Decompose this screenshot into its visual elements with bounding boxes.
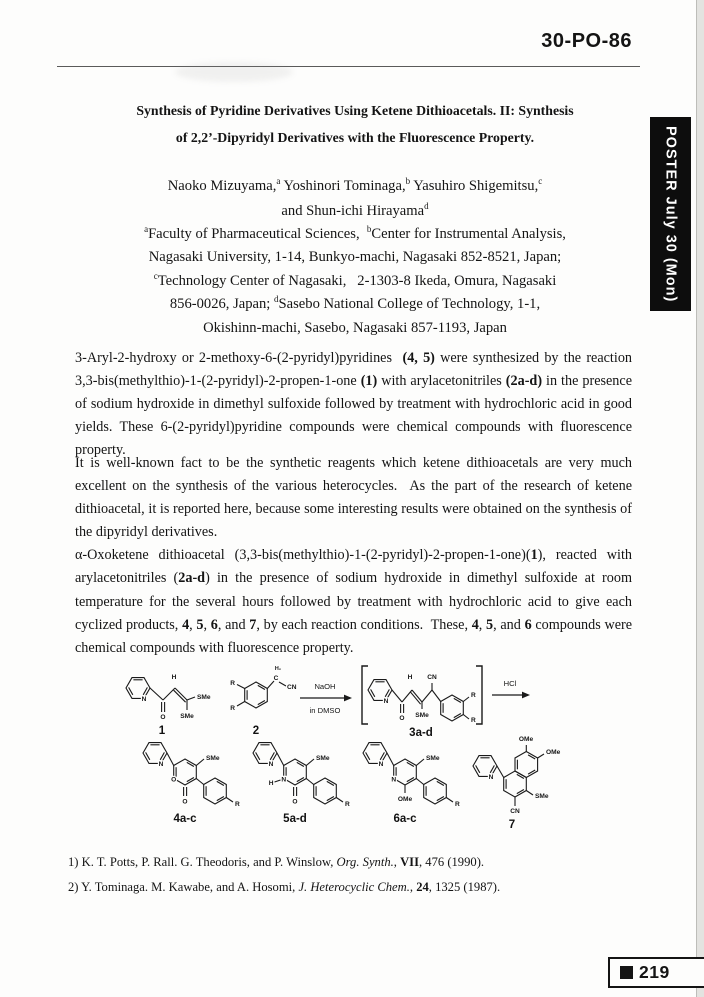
- title-line-2: of 2,2’-Dipyridyl Derivatives with the Fluorescence Property.: [175, 130, 535, 145]
- svg-text:R: R: [230, 705, 235, 712]
- svg-text:SMe: SMe: [316, 755, 330, 762]
- svg-text:N: N: [141, 696, 147, 703]
- poster-code: 30-PO-86: [541, 30, 632, 52]
- body-paragraph-2: α-Oxoketene dithioacetal (3,3-bis(methylthio)-1-(2-pyridyl)-2-propen-1-one)(1), reacted with arylacetonitriles (2a-d) in the presence of sodium hydroxide in dimethyl sulfoxide at room temperature for the several hours followed by treatment with hydrochloric acid to give each cyclized products, 4, 5, 6, and 7, by each reaction conditions. These, 4, 5, and 6 compounds were chemical compounds with fluorescence property.: [75, 547, 633, 656]
- compound-label-5: 5a-d: [283, 813, 307, 825]
- arrow1-reagent: NaOH: [314, 682, 336, 691]
- structure-1: [126, 674, 211, 737]
- svg-text:N: N: [281, 776, 287, 784]
- structure-3a-d: [362, 666, 482, 739]
- page-marker-square: [620, 966, 633, 979]
- svg-text:N: N: [158, 761, 164, 768]
- reference-1: 1) K. T. Potts, P. Rall. G. Theodoris, and P. Winslow, Org. Synth., VII, 476 (1990).: [68, 855, 485, 869]
- svg-text:C: C: [273, 675, 279, 682]
- svg-text:OMe: OMe: [546, 749, 561, 756]
- svg-text:R: R: [345, 801, 350, 808]
- svg-text:R: R: [455, 801, 460, 808]
- svg-text:N: N: [391, 776, 397, 784]
- compound-label-7: 7: [508, 819, 516, 831]
- svg-text:R: R: [471, 692, 476, 699]
- svg-text:N: N: [383, 698, 389, 705]
- compound-label-3: 3a-d: [409, 727, 433, 739]
- authors-line-1: Naoko Mizuyama,$^a$ Yoshinori Tominaga,$^b$ Yasuhiro Shigemitsu,$^c$: [167, 176, 543, 194]
- svg-text:OMe: OMe: [397, 796, 413, 803]
- svg-text:O: O: [399, 715, 405, 722]
- reaction-arrow-1: [300, 682, 352, 715]
- svg-text:CN: CN: [287, 684, 297, 691]
- scan-smudge: [175, 62, 293, 82]
- svg-text:N: N: [488, 774, 494, 781]
- compound-label-1: 1: [158, 725, 166, 737]
- svg-text:SMe: SMe: [426, 755, 440, 762]
- arrow1-solvent: in DMSO: [309, 706, 341, 715]
- structure-6a-c: [363, 743, 460, 825]
- svg-text:CN: CN: [427, 674, 437, 681]
- compound-label-4: 4a-c: [173, 813, 197, 825]
- svg-text:O: O: [292, 798, 298, 806]
- structure-2: [230, 666, 297, 737]
- poster-session-banner: [650, 117, 691, 311]
- svg-text:H₂: H₂: [274, 666, 282, 672]
- reaction-scheme: [60, 650, 700, 850]
- svg-text:SMe: SMe: [197, 694, 211, 701]
- references: [68, 850, 628, 900]
- title-line-1: Synthesis of Pyridine Derivatives Using Ketene Dithioacetals. II: Synthesis: [136, 103, 574, 118]
- svg-text:N: N: [268, 761, 274, 768]
- svg-text:OMe: OMe: [518, 736, 534, 743]
- structure-5a-d: [253, 743, 350, 825]
- svg-text:SMe: SMe: [206, 755, 220, 762]
- arrow2-reagent: HCl: [503, 679, 517, 688]
- body-paragraph-1: It is well-known fact to be the synthetic reagents which ketene dithioacetals are very much excellent on the synthesis of the various heterocycles. As the part of the research of ketene dithioacetal, it is reported here, because some interesting results were obtained on the synthesis of the dipyridyl derivatives.: [75, 455, 632, 541]
- svg-text:SMe: SMe: [180, 713, 194, 720]
- reference-2: 2) Y. Tominaga. M. Kawabe, and A. Hosomi, J. Heterocyclic Chem., 24, 1325 (1987).: [68, 880, 501, 894]
- page-number: 219: [639, 962, 670, 982]
- compound-label-2: 2: [252, 725, 260, 737]
- svg-text:H: H: [171, 674, 177, 681]
- header-divider: [57, 66, 640, 67]
- authors-line-2: and Shun-ichi Hirayama$^d$: [281, 201, 429, 219]
- svg-text:CN: CN: [510, 808, 520, 815]
- svg-text:O: O: [160, 714, 166, 721]
- banner-label: POSTER July 30 (Mon): [662, 125, 679, 303]
- svg-text:R: R: [230, 680, 235, 687]
- page-number-box: [608, 957, 704, 988]
- svg-text:H: H: [268, 780, 274, 787]
- svg-text:SMe: SMe: [535, 793, 549, 800]
- paper-title: [75, 97, 635, 151]
- compound-label-6: 6a-c: [393, 813, 417, 825]
- author-list: [75, 174, 635, 224]
- structure-4a-c: [143, 743, 240, 825]
- svg-text:O: O: [182, 798, 188, 806]
- svg-text:O: O: [171, 776, 177, 784]
- reaction-arrow-2: [492, 679, 530, 698]
- body-text: [75, 452, 632, 660]
- svg-text:SMe: SMe: [415, 712, 429, 719]
- svg-text:R: R: [235, 801, 240, 808]
- svg-text:H: H: [407, 674, 413, 681]
- svg-text:R: R: [471, 717, 476, 724]
- abstract-paragraph: 3-Aryl-2-hydroxy or 2-methoxy-6-(2-pyridyl)pyridines (4, 5) were synthesized by the reaction 3,3-bis(methylthio)-1-(2-pyridyl)-2-propen-1-one (1) with arylacetonitriles (2a-d) in the presence of sodium hydroxide in dimethyl sulfoxide followed by treatment with hydrochloric acid in good yields. These 6-(2-pyridyl)pyridine compounds were chemical compounds with fluorescence property.: [75, 350, 633, 459]
- affiliations: $^a$Faculty of Pharmaceutical Sciences, $^b$Center for Instrumental Analysis, Nagasaki University, 1-14, Bunkyo-machi, Nagasaki 852-8521, Japan; $^c$Technology Center of Nagasaki, 2-1303-8 Ikeda, Omura, Nagasaki 856-0026, Japan; $^d$Sasebo National College of Technology, 1-1, Okishinn-machi, Sasebo, Nagasaki 857-1193, Japan: [144, 224, 566, 336]
- structure-7: [473, 736, 561, 831]
- svg-text:N: N: [378, 761, 384, 768]
